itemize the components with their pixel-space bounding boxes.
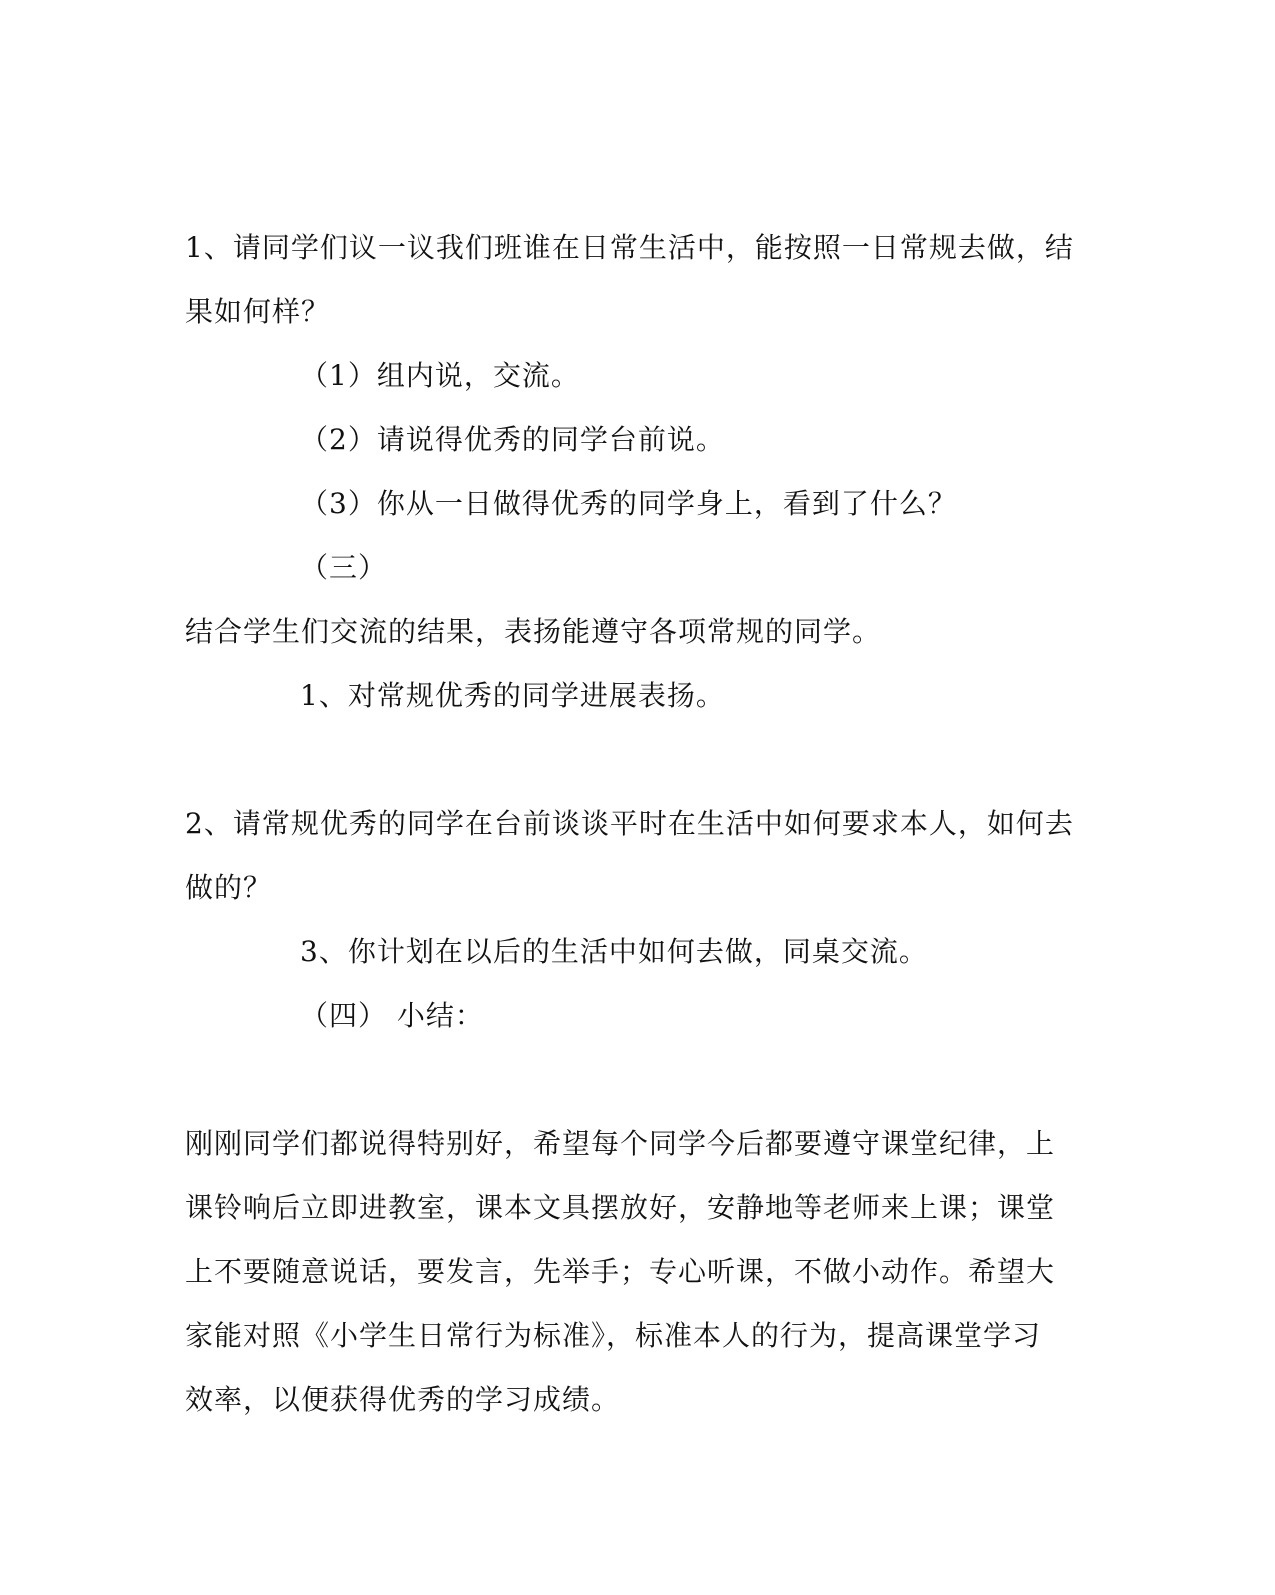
summary-line-4: 家能对照《小学生日常行为标准》，标准本人的行为，提高课堂学习 [185, 1319, 1042, 1352]
sub-item-2: （2）请说得优秀的同学台前说。 [300, 423, 725, 456]
item-1-line-1: 1、请同学们议一议我们班谁在日常生活中，能按照一日常规去做，结 [185, 231, 1074, 264]
section-4-heading: （四） 小结： [300, 999, 484, 1032]
sub-item-1: （1）组内说，交流。 [300, 359, 580, 392]
section-3-intro: 结合学生们交流的结果，表扬能遵守各项常规的同学。 [185, 615, 882, 648]
summary-line-2: 课铃响后立即进教室，课本文具摆放好，安静地等老师来上课；课堂 [185, 1191, 1056, 1224]
section-3-item-3: 3、你计划在以后的生活中如何去做，同桌交流。 [300, 935, 928, 968]
section-3-item-2-line-1: 2、请常规优秀的同学在台前谈谈平时在生活中如何要求本人，如何去 [185, 807, 1074, 840]
item-1-line-2: 果如何样？ [185, 295, 331, 328]
section-3-item-2-line-2: 做的？ [185, 871, 273, 904]
summary-line-3: 上不要随意说话，要发言，先举手；专心听课，不做小动作。希望大 [185, 1255, 1056, 1288]
summary-line-5: 效率，以便获得优秀的学习成绩。 [185, 1383, 621, 1416]
section-3-heading: （三） [300, 551, 388, 584]
section-3-item-1: 1、对常规优秀的同学进展表扬。 [300, 679, 725, 712]
sub-item-3: （3）你从一日做得优秀的同学身上，看到了什么？ [300, 487, 957, 520]
summary-line-1: 刚刚同学们都说得特别好，希望每个同学今后都要遵守课堂纪律，上 [185, 1127, 1056, 1160]
